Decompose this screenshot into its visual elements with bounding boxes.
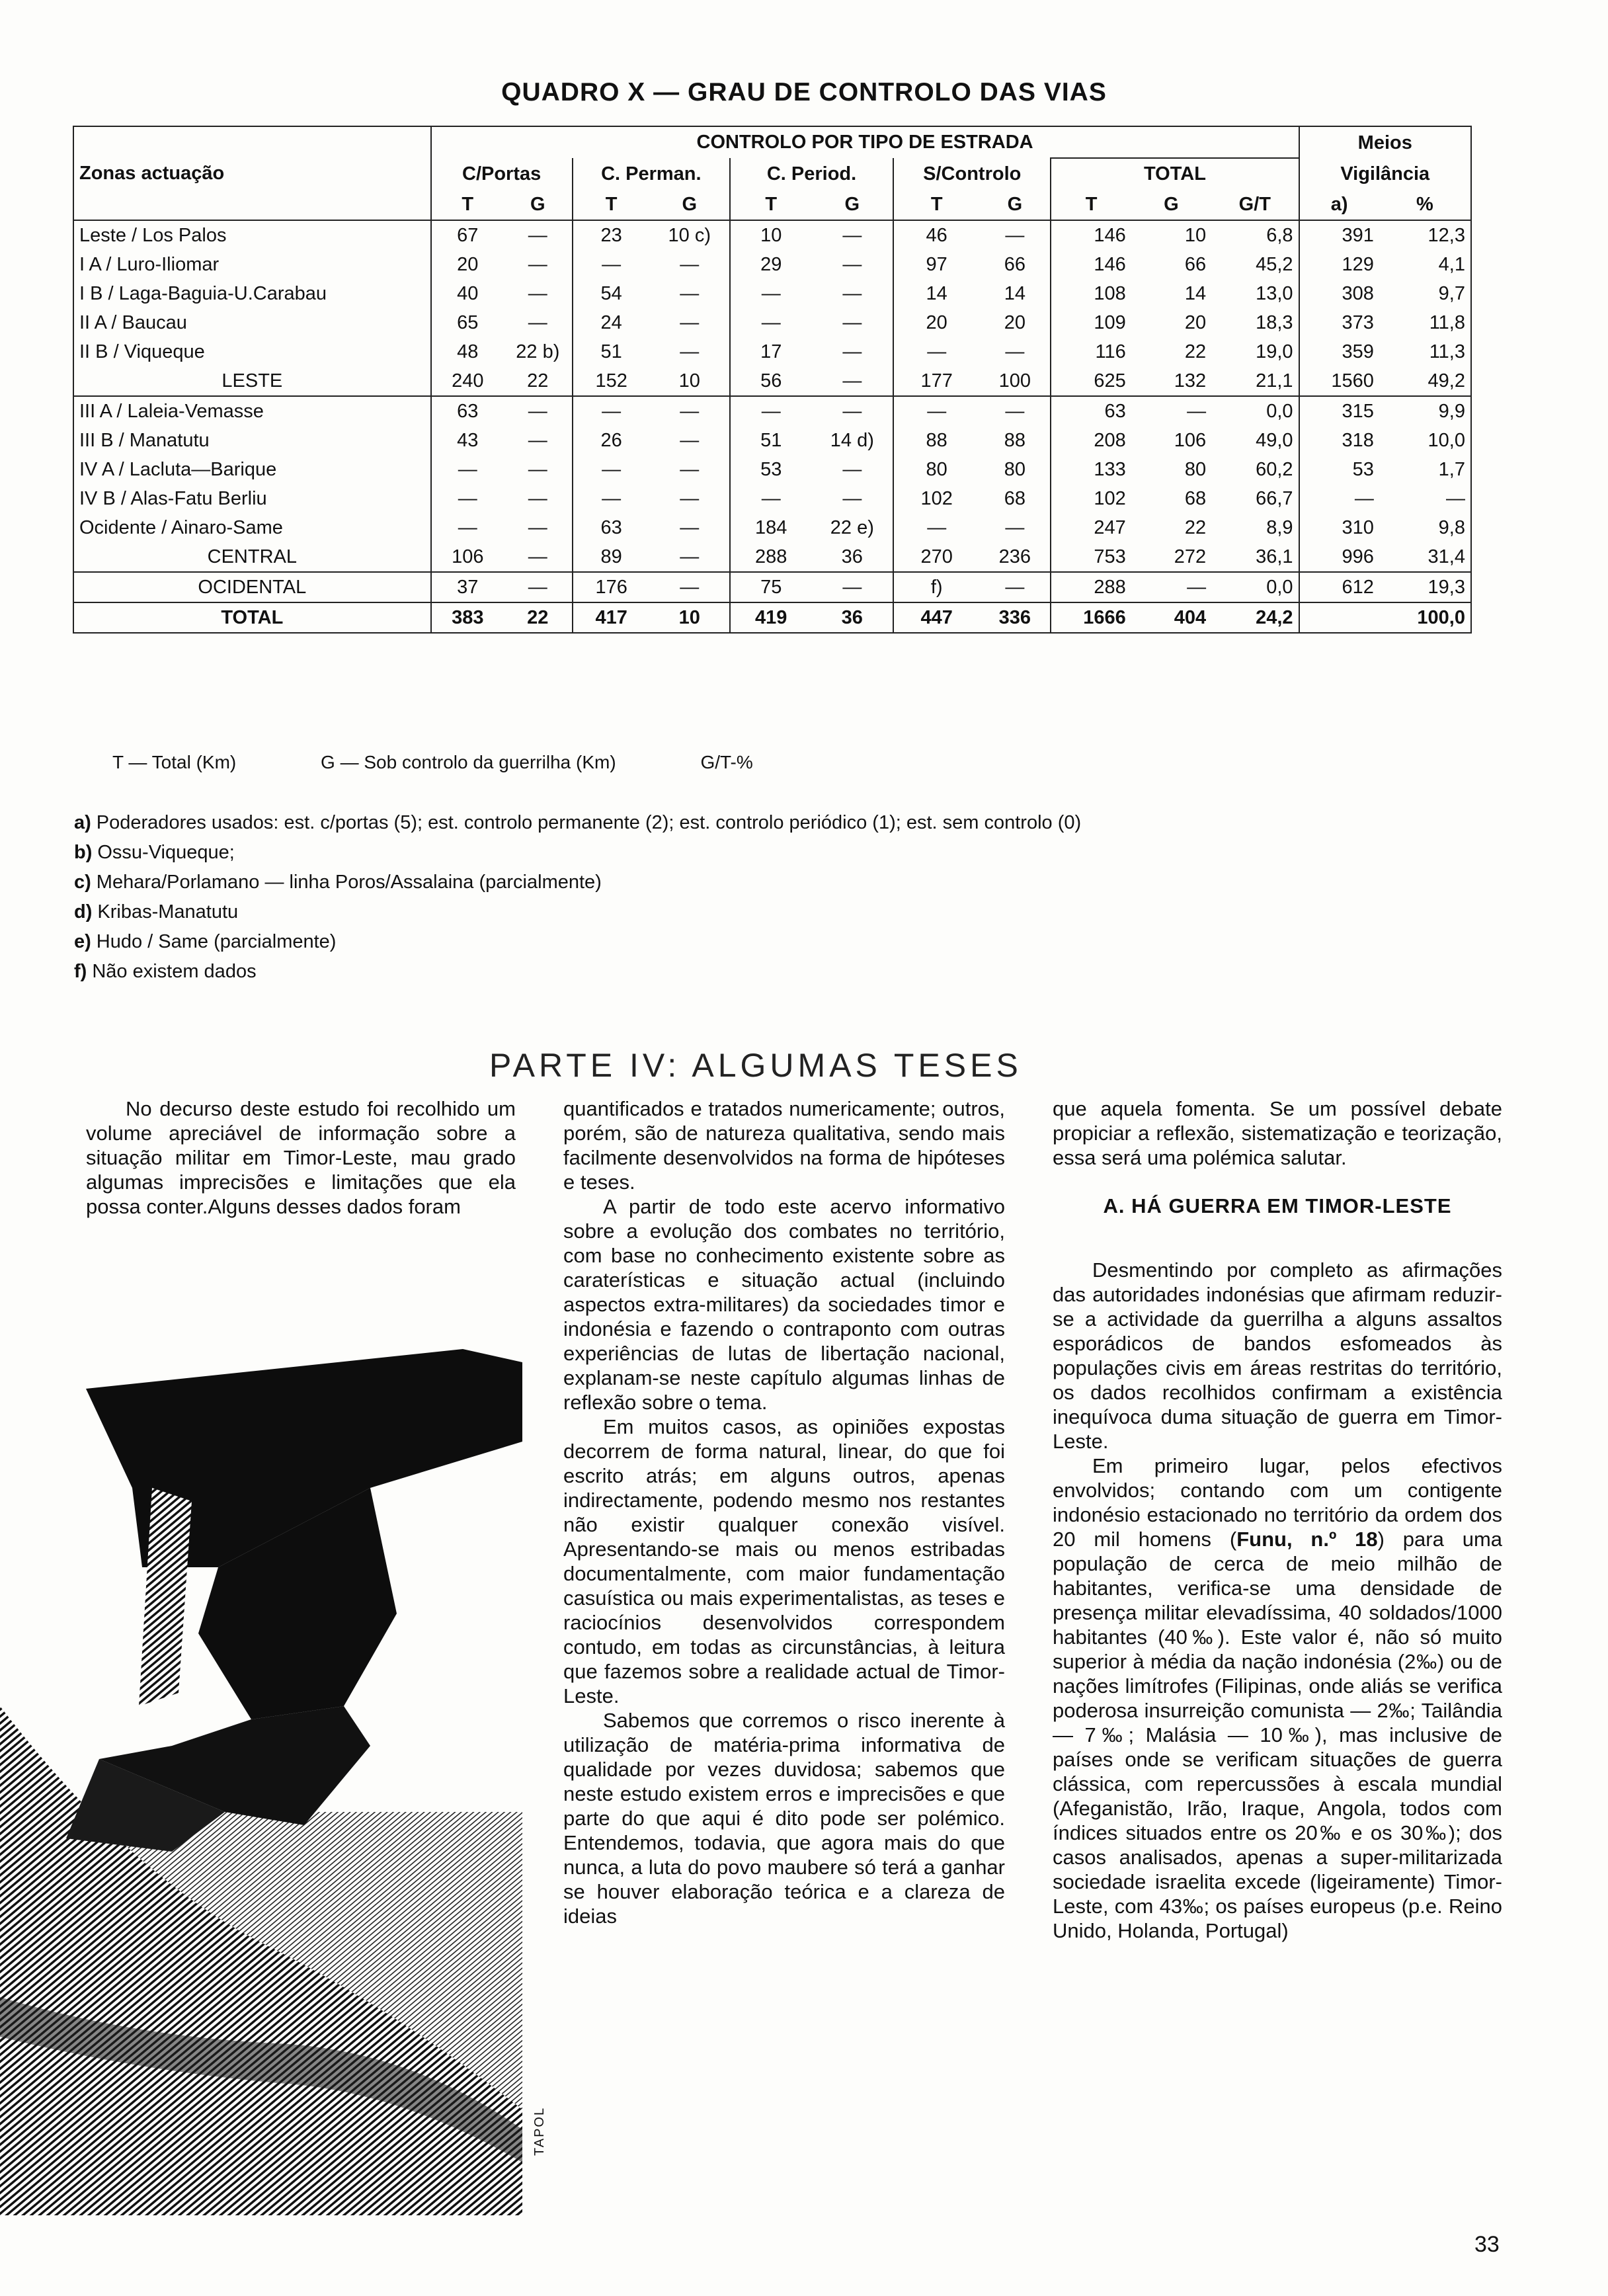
- value-cell: 49,0: [1256, 430, 1293, 451]
- value-cell: 67: [431, 220, 504, 250]
- value-cell: 12,3: [1427, 225, 1465, 246]
- value-cell: —: [573, 455, 650, 484]
- legend-gt: G/T-%: [700, 752, 753, 772]
- sub-header: G: [1007, 194, 1023, 215]
- value-cell: 21,1: [1256, 370, 1293, 391]
- value-cell: 318: [1299, 426, 1379, 455]
- value-cell: 108: [1051, 279, 1131, 308]
- value-cell: 4,1: [1438, 254, 1465, 275]
- value-cell: 10: [678, 370, 700, 391]
- value-cell: 56: [730, 366, 812, 396]
- legend-t: T — Total (Km): [112, 752, 237, 772]
- meios-header: Meios: [1299, 126, 1471, 158]
- value-cell: 66: [1184, 254, 1207, 275]
- sub-header: G: [1164, 194, 1179, 215]
- paragraph: No decurso deste estudo foi recolhido um volume apreciável de informação sobre a situação militar em Timor-Leste, mau grado algumas imprecisões e limitações que ela possa conter.Alguns desses dados foram: [86, 1097, 516, 1218]
- sub-header: T: [1051, 189, 1131, 220]
- zone-cell: III B / Manatutu: [79, 430, 210, 451]
- value-cell: —: [431, 484, 504, 513]
- value-cell: f): [893, 572, 979, 602]
- value-cell: —: [680, 488, 700, 509]
- value-cell: —: [680, 430, 700, 451]
- value-cell: 31,4: [1427, 546, 1465, 567]
- value-cell: —: [680, 283, 700, 304]
- value-cell: 51: [730, 426, 812, 455]
- value-cell: —: [1005, 225, 1025, 246]
- table-row: [73, 513, 1471, 542]
- value-cell: —: [1299, 484, 1379, 513]
- value-cell: 75: [730, 572, 812, 602]
- value-cell: 37: [431, 572, 504, 602]
- zone-cell: Ocidente / Ainaro-Same: [79, 517, 283, 538]
- value-cell: 146: [1051, 250, 1131, 279]
- value-cell: —: [842, 370, 862, 391]
- value-cell: 19,0: [1256, 341, 1293, 362]
- value-cell: —: [842, 341, 862, 362]
- value-cell: —: [680, 459, 700, 480]
- value-cell: —: [842, 488, 862, 509]
- table-row: [73, 337, 1471, 366]
- group-header: C. Period.: [730, 158, 893, 189]
- value-cell: 49,2: [1427, 370, 1465, 391]
- value-cell: 0,0: [1266, 401, 1293, 422]
- sub-header: T: [431, 189, 504, 220]
- value-cell: 22 b): [516, 341, 560, 362]
- section-title: PARTE IV: ALGUMAS TESES: [489, 1047, 1022, 1084]
- value-cell: 10: [678, 607, 700, 628]
- zonas-header: Zonas actuação: [79, 163, 225, 184]
- value-cell: 270: [893, 542, 979, 572]
- value-cell: 63: [573, 513, 650, 542]
- value-cell: 129: [1299, 250, 1379, 279]
- zone-cell: III A / Laleia-Vemasse: [79, 401, 264, 422]
- value-cell: —: [573, 250, 650, 279]
- value-cell: —: [528, 225, 547, 246]
- value-cell: —: [528, 312, 547, 333]
- value-cell: —: [680, 546, 700, 567]
- value-cell: —: [528, 254, 547, 275]
- zone-cell: IV A / Lacluta—Barique: [79, 459, 277, 480]
- group-header: C. Perman.: [573, 158, 730, 189]
- value-cell: 310: [1299, 513, 1379, 542]
- footnote: a) Poderadores usados: est. c/portas (5); est. controlo permanente (2); est. controlo periódico (1); est. sem controlo (0): [74, 812, 1082, 833]
- paragraph: Sabemos que corremos o risco inerente à utilização de matéria-prima informativa de qualidade por vezes duvidosa; sabemos que neste estudo existem erros e imprecisões e que parte do que aqui é dito pode ser polémico. Entendemos, todavia, que agora mais do que nunca, a luta do povo maubere só terá a ganhar se houver elaboração teórica e a clareza de ideias: [563, 1709, 1005, 1928]
- value-cell: 100,0: [1417, 607, 1465, 628]
- value-cell: 43: [431, 426, 504, 455]
- value-cell: 20: [893, 308, 979, 337]
- value-cell: 10 c): [668, 225, 711, 246]
- value-cell: 54: [573, 279, 650, 308]
- value-cell: —: [680, 401, 700, 422]
- value-cell: —: [893, 513, 979, 542]
- value-cell: 80: [893, 455, 979, 484]
- value-cell: 22: [1184, 341, 1207, 362]
- value-cell: —: [528, 459, 547, 480]
- value-cell: 45,2: [1256, 254, 1293, 275]
- value-cell: 26: [573, 426, 650, 455]
- value-cell: 63: [431, 396, 504, 426]
- value-cell: 391: [1299, 220, 1379, 250]
- value-cell: —: [680, 341, 700, 362]
- value-cell: 22 e): [830, 517, 874, 538]
- zone-cell: LESTE: [221, 370, 283, 391]
- value-cell: 63: [1051, 396, 1131, 426]
- paragraph: A partir de todo este acervo informativo sobre a evolução dos combates no território, com base no conhecimento existente sobre as caraterísticas e situação actual (incluindo aspectos extra-militares) da sociedades timor e indonésia e fazendo o contraponto com outras experiências de lutas de libertação nacional, explanam-se neste capítulo algumas linhas de reflexão sobre o tema.: [563, 1195, 1005, 1414]
- value-cell: —: [842, 459, 862, 480]
- value-cell: 288: [1051, 572, 1131, 602]
- value-cell: 208: [1051, 426, 1131, 455]
- value-cell: 336: [998, 607, 1031, 628]
- value-cell: 106: [1174, 430, 1207, 451]
- zone-cell: II B / Viqueque: [79, 341, 205, 362]
- value-cell: 17: [730, 337, 812, 366]
- value-cell: 236: [998, 546, 1031, 567]
- value-cell: —: [842, 225, 862, 246]
- value-cell: 102: [1051, 484, 1131, 513]
- controlo-header: CONTROLO POR TIPO DE ESTRADA: [431, 126, 1299, 158]
- value-cell: 9,9: [1438, 401, 1465, 422]
- value-cell: —: [680, 517, 700, 538]
- sub-header: T: [573, 189, 650, 220]
- value-cell: 272: [1174, 546, 1207, 567]
- value-cell: 383: [431, 602, 504, 633]
- subsection-heading: A. HÁ GUERRA EM TIMOR-LESTE: [1103, 1194, 1452, 1217]
- value-cell: 36,1: [1256, 546, 1293, 567]
- value-cell: —: [730, 279, 812, 308]
- zone-cell: TOTAL: [221, 607, 284, 628]
- value-cell: 14: [893, 279, 979, 308]
- value-cell: 53: [730, 455, 812, 484]
- value-cell: —: [1005, 577, 1025, 598]
- value-cell: 89: [573, 542, 650, 572]
- group-header: S/Controlo: [893, 158, 1051, 189]
- value-cell: —: [1187, 401, 1207, 422]
- value-cell: —: [842, 283, 862, 304]
- value-cell: —: [1005, 517, 1025, 538]
- column-1: [86, 1096, 516, 1219]
- photo-credit: TAPOL: [532, 2106, 547, 2156]
- value-cell: —: [842, 401, 862, 422]
- value-cell: —: [1005, 401, 1025, 422]
- value-cell: —: [730, 396, 812, 426]
- paragraph: Desmentindo por completo as afirmações das autoridades indonésias que afirmam reduzir-se a actividade da guerrilha a alguns assaltos esporádicos de bandos esfomeados às populações civis em áreas restritas do território, os dados recolhidos confirmam a existência inequívoca duma situação de guerra em Timor-Leste.: [1053, 1258, 1502, 1453]
- page-number: 33: [1474, 2232, 1500, 2257]
- value-cell: 373: [1299, 308, 1379, 337]
- value-cell: —: [573, 396, 650, 426]
- value-cell: —: [893, 337, 979, 366]
- table-row: [73, 220, 1471, 250]
- footnotes: [74, 808, 1081, 987]
- total-row: [73, 602, 1471, 633]
- vigilancia-header: Vigilância: [1299, 158, 1471, 189]
- value-cell: 80: [1004, 459, 1025, 480]
- value-cell: 308: [1299, 279, 1379, 308]
- zone-cell: Leste / Los Palos: [79, 225, 227, 246]
- subtotal-row: [73, 572, 1471, 602]
- value-cell: 109: [1051, 308, 1131, 337]
- value-cell: 23: [573, 220, 650, 250]
- value-cell: —: [431, 513, 504, 542]
- sub-header: G: [682, 194, 698, 215]
- sub-header: T: [893, 189, 979, 220]
- value-cell: 68: [1004, 488, 1025, 509]
- value-cell: 51: [573, 337, 650, 366]
- value-cell: —: [528, 488, 547, 509]
- table-row: [73, 279, 1471, 308]
- zone-cell: I A / Luro-Iliomar: [79, 254, 220, 275]
- paragraph: que aquela fomenta. Se um possível debate propiciar a reflexão, sistematização e teorização, essa será uma polémica salutar.: [1053, 1097, 1502, 1169]
- value-cell: 97: [893, 250, 979, 279]
- paragraph: Em primeiro lugar, pelos efectivos envolvidos; contando com um contigente indonésio estacionado no território da ordem dos 20 mil homens (Funu, n.º 18) para uma população de cerca de meio milhão de habitantes, verifica-se uma densidade de presença militar elevadíssima, 40 soldados/1000 habitantes (40‰). Este valor é, não só muito superior à média da nação indonésia (2‰) ou de nações limítrofes (Filipinas, onde aliás se verifica poderosa insurreição comunista — 2‰; Tailândia — 7‰; Malásia — 10‰), mas inclusive de países onde se verificam situações de guerra clássica, com repercussões à escala mundial (Afeganistão, Irão, Iraque, Angola, todos com índices situados entre os 20‰ e os 30‰); dos casos analisados, apenas a super-militarizada sociedade israelita excede (ligeiramente) Timor-Leste, com 43‰; os países europeus (p.e. Reino Unido, Holanda, Portugal): [1053, 1454, 1503, 1942]
- value-cell: 36: [841, 607, 863, 628]
- value-cell: 29: [730, 250, 812, 279]
- zone-cell: IV B / Alas-Fatu Berliu: [79, 488, 267, 509]
- control-table: [73, 126, 1472, 634]
- value-cell: 6,8: [1266, 225, 1293, 246]
- value-cell: —: [842, 254, 862, 275]
- value-cell: 240: [431, 366, 504, 396]
- value-cell: 9,7: [1438, 283, 1465, 304]
- legend: [112, 752, 832, 773]
- value-cell: —: [680, 254, 700, 275]
- value-cell: —: [528, 430, 547, 451]
- value-cell: —: [573, 484, 650, 513]
- value-cell: 247: [1051, 513, 1131, 542]
- value-cell: 88: [893, 426, 979, 455]
- value-cell: 419: [730, 602, 812, 633]
- value-cell: 18,3: [1256, 312, 1293, 333]
- value-cell: 14: [1004, 283, 1025, 304]
- value-cell: 146: [1051, 220, 1131, 250]
- value-cell: —: [528, 283, 547, 304]
- sub-header: G/T: [1238, 194, 1271, 215]
- value-cell: 88: [1004, 430, 1025, 451]
- zone-cell: I B / Laga-Baguia-U.Carabau: [79, 283, 327, 304]
- table-row: [73, 484, 1471, 513]
- value-cell: 20: [1184, 312, 1207, 333]
- value-cell: 10: [730, 220, 812, 250]
- value-cell: 53: [1299, 455, 1379, 484]
- value-cell: 753: [1051, 542, 1131, 572]
- value-cell: 66,7: [1256, 488, 1293, 509]
- value-cell: 996: [1299, 542, 1379, 572]
- value-cell: 24,2: [1256, 607, 1293, 628]
- value-cell: 0,0: [1266, 577, 1293, 598]
- legend-g: G — Sob controlo da guerrilha (Km): [321, 752, 616, 772]
- value-cell: —: [730, 308, 812, 337]
- value-cell: 48: [431, 337, 504, 366]
- value-cell: 60,2: [1256, 459, 1293, 480]
- value-cell: 152: [573, 366, 650, 396]
- value-cell: 1,7: [1438, 459, 1465, 480]
- value-cell: 68: [1184, 488, 1207, 509]
- value-cell: —: [528, 546, 547, 567]
- value-cell: —: [842, 312, 862, 333]
- footnote: e) Hudo / Same (parcialmente): [74, 931, 337, 952]
- value-cell: 447: [893, 602, 979, 633]
- value-cell: 9,8: [1438, 517, 1465, 538]
- zone-cell: OCIDENTAL: [198, 577, 307, 598]
- value-cell: 10,0: [1427, 430, 1465, 451]
- value-cell: 288: [730, 542, 812, 572]
- value-cell: 1666: [1051, 602, 1131, 633]
- value-cell: 20: [1004, 312, 1025, 333]
- sub-header: G: [844, 194, 860, 215]
- table-row: [73, 308, 1471, 337]
- value-cell: —: [730, 484, 812, 513]
- table-row: [73, 396, 1471, 426]
- value-cell: 176: [573, 572, 650, 602]
- value-cell: 40: [431, 279, 504, 308]
- value-cell: 417: [573, 602, 650, 633]
- value-cell: 66: [1004, 254, 1025, 275]
- value-cell: —: [1005, 341, 1025, 362]
- value-cell: 1560: [1299, 366, 1379, 396]
- value-cell: 13,0: [1256, 283, 1293, 304]
- table-row: [73, 250, 1471, 279]
- citation: Funu, n.º 18: [1236, 1528, 1378, 1551]
- value-cell: 22: [527, 607, 549, 628]
- value-cell: 315: [1299, 396, 1379, 426]
- value-cell: 22: [527, 370, 549, 391]
- value-cell: —: [431, 455, 504, 484]
- value-cell: 133: [1051, 455, 1131, 484]
- value-cell: 8,9: [1266, 517, 1293, 538]
- value-cell: 80: [1184, 459, 1207, 480]
- value-cell: 14: [1184, 283, 1207, 304]
- subtotal-row: [73, 366, 1471, 396]
- value-cell: —: [1187, 577, 1207, 598]
- paragraph: quantificados e tratados numericamente; outros, porém, são de natureza qualitativa, sendo mais facilmente desenvolvidos na forma de hipóteses e teses.: [563, 1097, 1005, 1194]
- value-cell: 184: [730, 513, 812, 542]
- value-cell: 177: [893, 366, 979, 396]
- group-header: TOTAL: [1051, 158, 1299, 189]
- value-cell: [1299, 602, 1379, 633]
- value-cell: —: [528, 517, 547, 538]
- value-cell: 404: [1174, 607, 1207, 628]
- value-cell: 132: [1174, 370, 1207, 391]
- value-cell: 625: [1051, 366, 1131, 396]
- sub-header: G: [530, 194, 545, 215]
- footnote: c) Mehara/Porlamano — linha Poros/Assalaina (parcialmente): [74, 872, 602, 893]
- value-cell: 116: [1051, 337, 1131, 366]
- photo: [0, 1349, 522, 2215]
- value-cell: —: [680, 312, 700, 333]
- value-cell: 19,3: [1427, 577, 1465, 598]
- value-cell: —: [680, 577, 700, 598]
- value-cell: 10: [1184, 225, 1207, 246]
- value-cell: —: [842, 577, 862, 598]
- value-cell: —: [1446, 488, 1465, 509]
- value-cell: 359: [1299, 337, 1379, 366]
- value-cell: 22: [1184, 517, 1207, 538]
- table-row: [73, 426, 1471, 455]
- footnote: d) Kribas-Manatutu: [74, 901, 239, 922]
- value-cell: 36: [841, 546, 863, 567]
- value-cell: —: [528, 577, 547, 598]
- sub-header: T: [730, 189, 812, 220]
- value-cell: 100: [998, 370, 1031, 391]
- value-cell: 102: [893, 484, 979, 513]
- value-cell: 14 d): [830, 430, 874, 451]
- value-cell: 20: [431, 250, 504, 279]
- group-header: C/Portas: [431, 158, 573, 189]
- column-2: [563, 1096, 1005, 1928]
- subtotal-row: [73, 542, 1471, 572]
- value-cell: 24: [573, 308, 650, 337]
- paragraph: Em muitos casos, as opiniões expostas decorrem de forma natural, linear, do que foi escrito atrás; em alguns outros, apenas indirectamente, podendo mesmo nos restantes não existir qualquer conexão visível. Apresentando-se mais ou menos estribadas documentalmente, com maior fundamentação casuística ou mais experimentalistas, as teses e raciocínios desenvolvidos correspondem contudo, em todas as circunstâncias, à leitura que fazemos sobre a realidade actual de Timor-Leste.: [563, 1415, 1005, 1707]
- sub-header: %: [1416, 194, 1433, 215]
- table-row: [73, 455, 1471, 484]
- footnote: f) Não existem dados: [74, 961, 257, 982]
- value-cell: 11,8: [1429, 312, 1465, 333]
- value-cell: —: [893, 396, 979, 426]
- table-title: QUADRO X — GRAU DE CONTROLO DAS VIAS: [501, 78, 1107, 106]
- zone-cell: CENTRAL: [207, 546, 297, 567]
- zone-cell: II A / Baucau: [79, 312, 187, 333]
- value-cell: —: [528, 401, 547, 422]
- value-cell: 11,3: [1429, 341, 1465, 362]
- value-cell: 65: [431, 308, 504, 337]
- value-cell: 612: [1299, 572, 1379, 602]
- column-3: [1053, 1096, 1502, 1943]
- value-cell: 106: [431, 542, 504, 572]
- footnote: b) Ossu-Viqueque;: [74, 842, 235, 863]
- value-cell: 46: [893, 220, 979, 250]
- sub-header: a): [1299, 189, 1379, 220]
